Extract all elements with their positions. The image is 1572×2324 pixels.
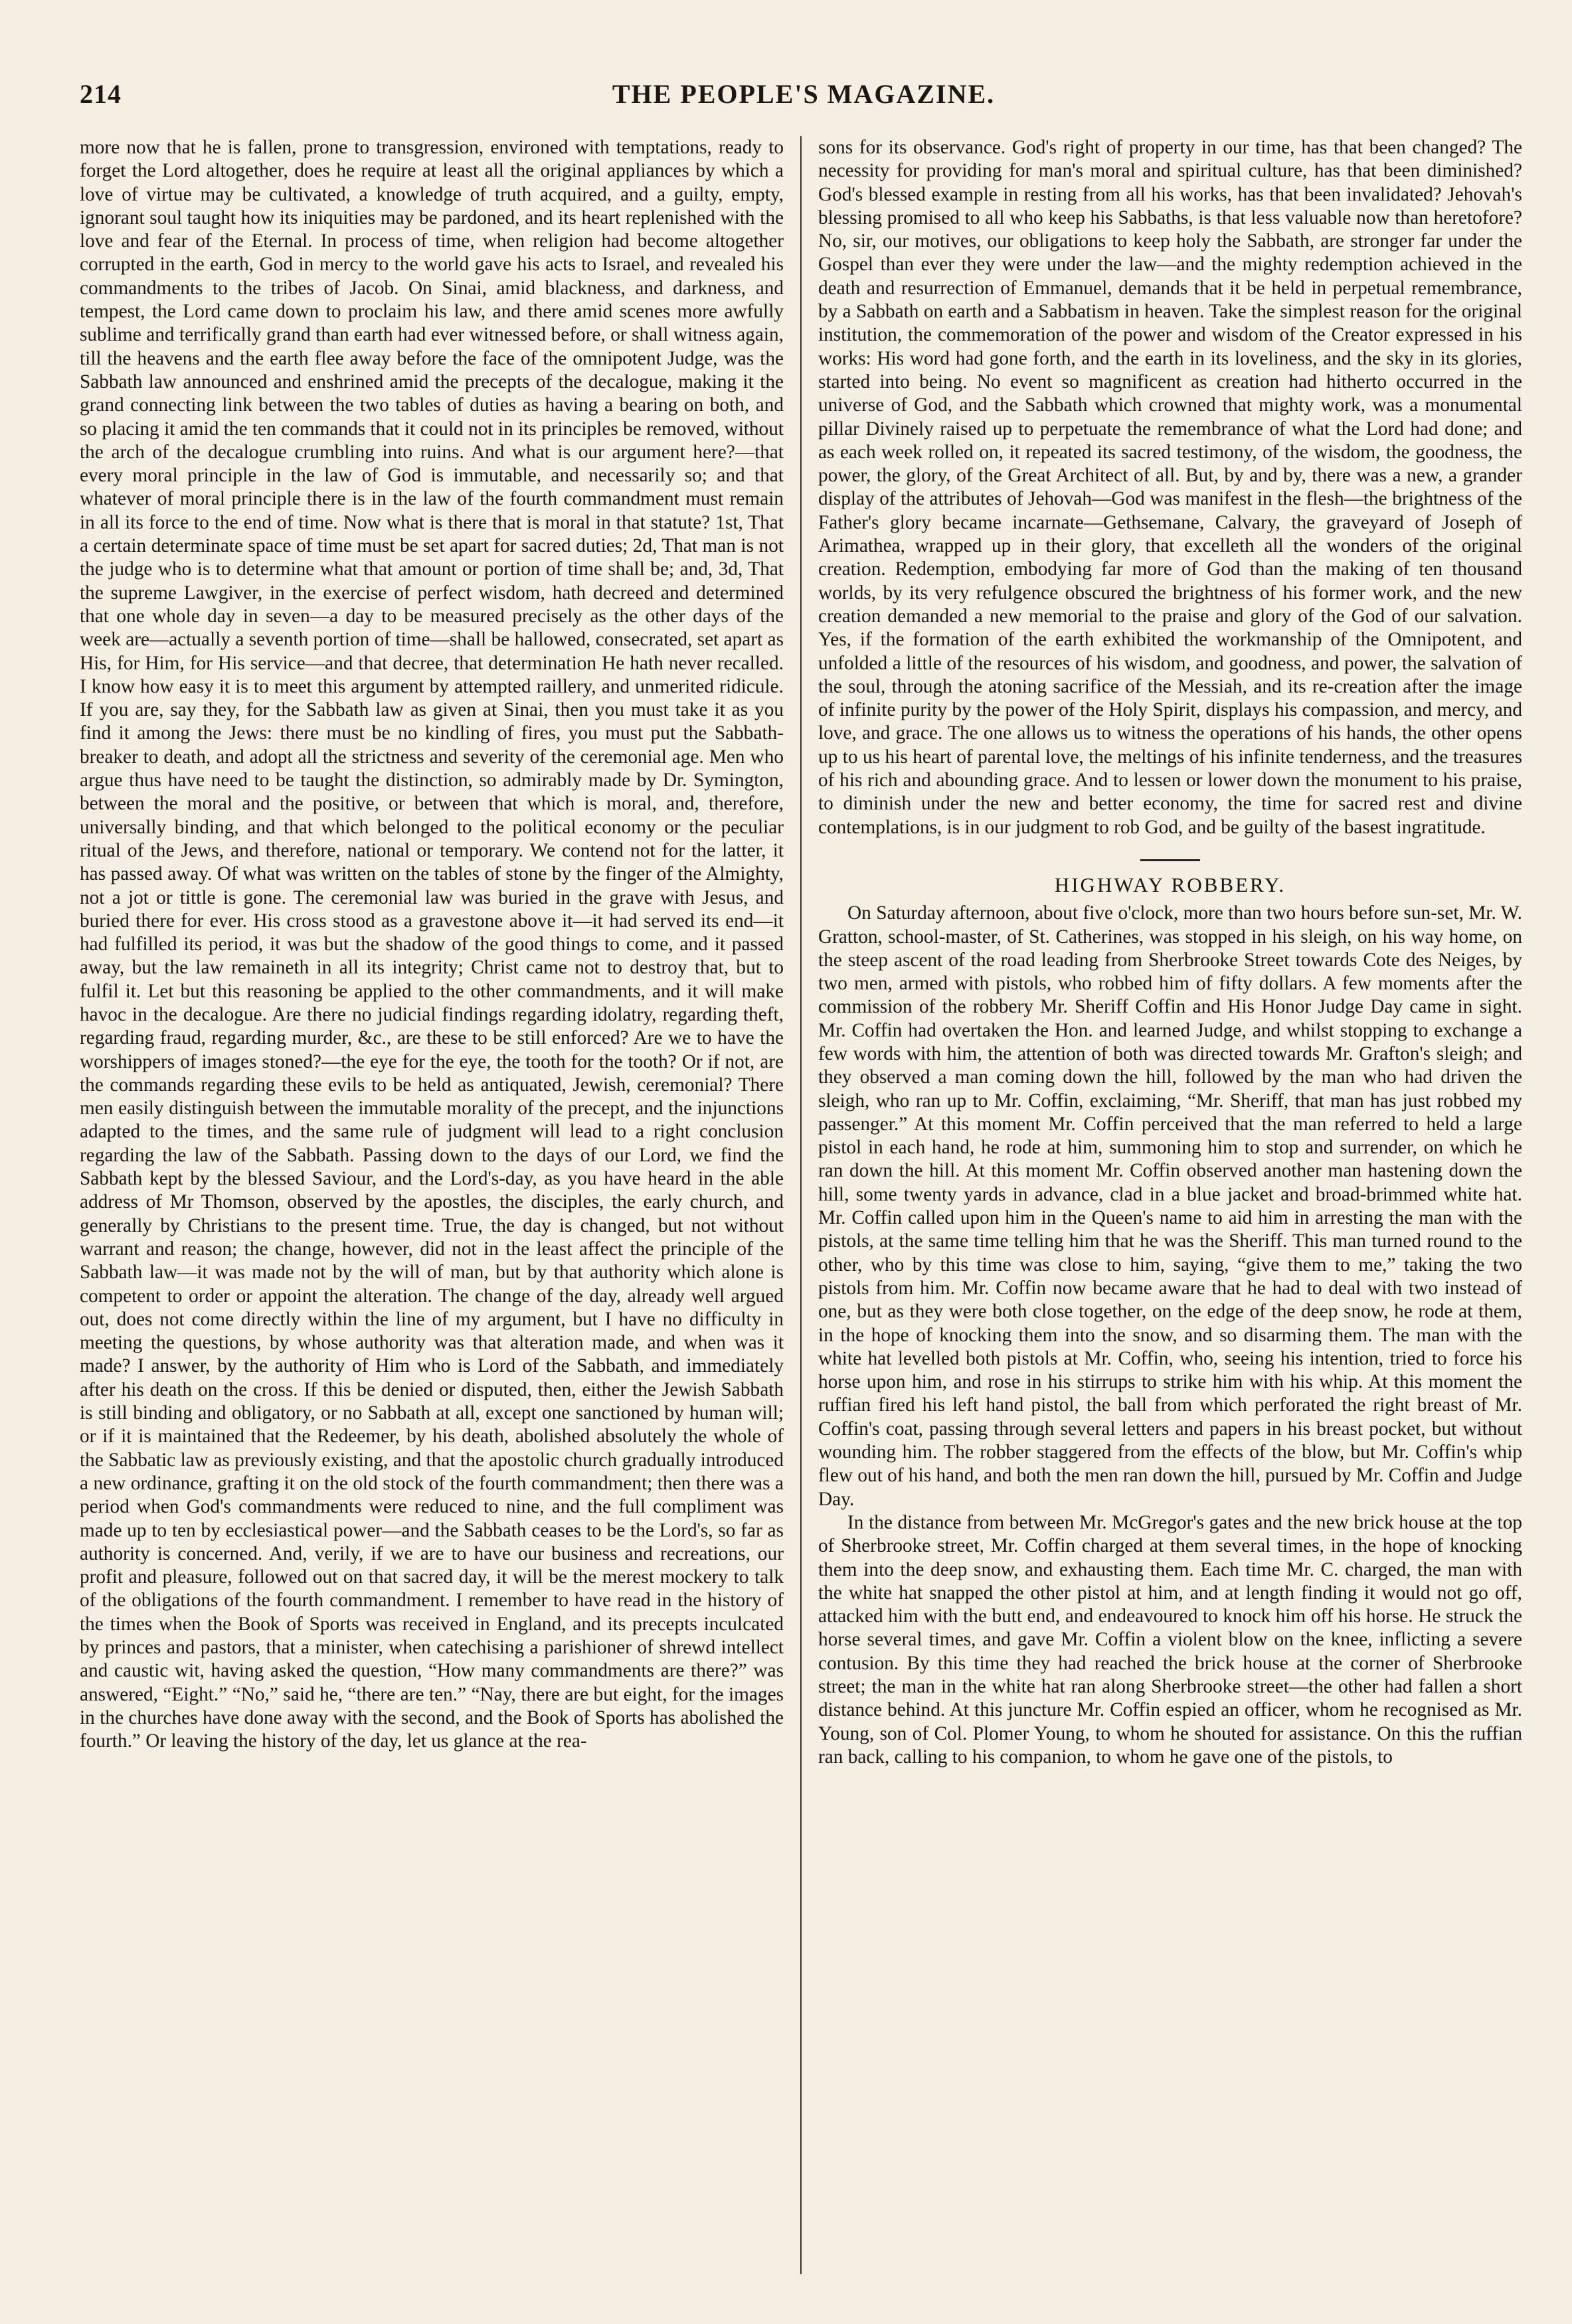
article-paragraph: In the distance from between Mr. McGregor's gates and the new brick house at the top of Sherbrooke street, Mr. Coffin charged at them several times, in the hope of knocking them into the deep snow, and exhausting them. Each time Mr. C. charged, the man with the white hat snapped the other pistol at him, and at length finding it would not go off, attacked him with the butt end, and endeavoured to knock him off his horse. He struck the horse several times, and gave Mr. Coffin a violent blow on the knee, inflicting a severe contusion. By this time they had reached the brick house at the corner of Sherbrooke street; the man in the white hat ran along Sherbrooke street—the other had fallen a short distance behind. At this juncture Mr. Coffin espied an officer, whom he recognised as Mr. Young, son of Col. Plomer Young, to whom he shouted for assistance. On this the ruffian ran back, calling to his companion, to whom he gave one of the pistols, to: [818, 1511, 1522, 1768]
left-column: [80, 136, 784, 2274]
right-column: [818, 136, 1522, 2274]
column-divider: [800, 136, 802, 2274]
running-head: [80, 78, 1528, 118]
page-number: 214: [80, 79, 122, 109]
article-paragraph: On Saturday afternoon, about five o'clock, more than two hours before sun-set, Mr. W. Gratton, school-master, of St. Catherines, was stopped in his sleigh, on his way home, on the steep ascent of the road leading from Sherbrooke Street towards Cote des Neiges, by two men, armed with pistols, who robbed him of fifty dollars. A few moments after the commission of the robbery Mr. Sheriff Coffin and His Honor Judge Day came in sight. Mr. Coffin had overtaken the Hon. and learned Judge, and whilst stopping to exchange a few words with him, the attention of both was directed towards Mr. Grafton's sleigh; and they observed a man coming down the hill, followed by the man who had driven the sleigh, who ran up to Mr. Coffin, exclaiming, “Mr. Sheriff, that man has just robbed my passenger.” At this moment Mr. Coffin perceived that the man referred to held a large pistol in each hand, he rode at him, summoning him to stop and surrender, on which he ran down the hill. At this moment Mr. Coffin observed another man hastening down the hill, some twenty yards in advance, clad in a blue jacket and broad-brimmed white hat. Mr. Coffin called upon him in the Queen's name to aid him in arresting the man with the pistols, at the same time telling him that he was the Sheriff. This man turned round to the other, who by this time was close to him, saying, “give them to me,” taking the two pistols from him. Mr. Coffin now became aware that he had to deal with two instead of one, but as they were both close together, on the edge of the deep snow, he rode at them, in the hope of knocking them into the snow, and so disarming them. The man with the white hat levelled both pistols at Mr. Coffin, who, seeing his intention, tried to force his horse upon him, and rose in his stirrups to strike him with his whip. At this moment the ruffian fired his left hand pistol, the ball from which perforated the right breast of Mr. Coffin's coat, passing through several letters and papers in his breast pocket, but without wounding him. The robber staggered from the effects of the blow, but Mr. Coffin's whip flew out of his hand, and both the men ran down the hill, pursued by Mr. Coffin and Judge Day.: [818, 902, 1522, 1510]
magazine-title: THE PEOPLE'S MAGAZINE.: [612, 79, 996, 109]
section-divider: [1140, 859, 1200, 861]
section-heading: HIGHWAY ROBBERY.: [1054, 872, 1286, 896]
sabbath-conclusion-paragraph: sons for its observance. God's right of property in our time, has that been changed? The necessity for providing for man's moral and spiritual culture, has that been diminished? God's blessed example in resting from all his works, has that been invalidated? Jehovah's blessing promised to all who keep his Sabbaths, is that less valuable now than heretofore? No, sir, our motives, our obligations to keep holy the Sabbath, are stronger far under the Gospel than ever they were under the law—and the mighty redemption achieved in the death and resurrection of Emmanuel, demands that it be held in perpetual remembrance, by a Sabbath on earth and a Sabbatism in heaven. Take the simplest reason for the original institution, the commemoration of the power and wisdom of the Creator expressed in his works: His word had gone forth, and the earth in its loveliness, and the sky in its glories, started into being. No event so magnificent as creation had hitherto occurred in the universe of God, and the Sabbath which crowned that mighty work, was a monumental pillar Divinely raised up to perpetuate the remembrance of what the Lord had done; and as each week rolled on, it repeated its sacred testimony, of the wisdom, the goodness, the power, the glory, of the Great Architect of all. But, by and by, there was a new, a grander display of the attributes of Jehovah—God was manifest in the flesh—the brightness of the Father's glory became incarnate—Gethsemane, Calvary, the graveyard of Joseph of Arimathea, wrapped up in their glory, that excelleth all the wonders of the original creation. Redemption, embodying far more of God than the making of ten thousand worlds, by its very refulgence obscured the brightness of his former work, and the new creation demanded a new memorial to the praise and glory of the God of our salvation. Yes, if the formation of the earth exhibited the workmanship of the Omnipotent, and unfolded a little of the resources of his wisdom, and goodness, and power, the salvation of the soul, through the atoning sacrifice of the Messiah, and its re-creation after the image of infinite purity by the power of the Holy Spirit, displays his compassion, and mercy, and love, and grace. The one allows us to witness the operations of his hands, the other opens up to us his heart of parental love, the meltings of his infinite tenderness, and the treasures of his rich and abounding grace. And to lessen or lower down the monument to his praise, to diminish under the new and better economy, the time for sacred rest and divine contemplations, is in our judgment to rob God, and be guilty of the basest ingratitude.: [818, 137, 1522, 838]
left-column-text: more now that he is fallen, prone to transgression, environed with temptations, ready to forget the Lord altogether, does he require at least all the original appliances by which a love of virtue may be cultivated, a knowledge of truth acquired, and a guilty, empty, ignorant soul taught how its iniquities may be pardoned, and its heart replenished with the love and fear of the Eternal. In process of time, when religion had become altogether corrupted in the earth, God in mercy to the world gave his acts to Israel, and revealed his commandments to the tribes of Jacob. On Sinai, amid blackness, and darkness, and tempest, the Lord came down to proclaim his law, and there amid scenes more awfully sublime and terrifically grand than earth had ever witnessed before, or shall witness again, till the heavens and the earth flee away before the face of the omnipotent Judge, was the Sabbath law announced and enshrined amid the precepts of the decalogue, making it the grand connecting link between the two tables of duties as having a bearing on both, and so placing it amid the ten commands that it could not in its principles be removed, without the arch of the decalogue crumbling into ruins. And what is our argument here?—that every moral principle in the law of God is immutable, and necessarily so; and that whatever of moral principle there is in the law of the fourth commandment must remain in all its force to the end of time. Now what is there that is moral in that statute? 1st, That a certain determinate space of time must be set apart for sacred duties; 2d, That man is not the judge who is to determine what that amount or portion of time shall be; and, 3d, That the supreme Lawgiver, in the exercise of perfect wisdom, hath decreed and determined that one whole day in seven—a day to be measured precisely as the other days of the week are—actually a seventh portion of time—shall be hallowed, consecrated, set apart as His, for Him, for His service—and that decree, that determination He hath never recalled. I know how easy it is to meet this argument by attempted raillery, and unmerited ridicule. If you are, say they, for the Sabbath law as given at Sinai, then you must take it as you find it among the Jews: there must be no kindling of fires, you must put the Sabbath-breaker to death, and adopt all the strictness and severity of the ceremonial age. Men who argue thus have need to be taught the distinction, so admirably made by Dr. Symington, between the moral and the positive, or between that which is moral, and, therefore, universally binding, and that which belonged to the political economy or the peculiar ritual of the Jews, and therefore, national or temporary. We contend not for the latter, it has passed away. Of what was written on the tables of stone by the finger of the Almighty, not a jot or tittle is gone. The ceremonial law was buried in the grave with Jesus, and buried there for ever. His cross stood as a gravestone above it—it had served its end—it had fulfilled its period, it was but the shadow of the good things to come, and it passed away, but the law remaineth in all its integrity; Christ came not to destroy that, but to fulfil it. Let but this reasoning be applied to the other commandments, and it will make havoc in the decalogue. Are there no judicial findings regarding idolatry, regarding theft, regarding fraud, regarding murder, &c., are these to be still enforced? Are we to have the worshippers of images stoned?—the eye for the eye, the tooth for the tooth? Or if not, are the commands regarding these evils to be held as antiquated, Jewish, ceremonial? There men easily distinguish between the immutable morality of the precept, and the injunctions adapted to the times, and the same rule of judgment will lead to a right conclusion regarding the law of the Sabbath. Passing down to the days of our Lord, we find the Sabbath kept by the blessed Saviour, and the Lord's-day, as you have heard in the able address of Mr Thomson, observed by the apostles, the disciples, the early church, and generally by Christians to the present time. True, the day is changed, but not without warrant and reason; the change, however, did not in the least affect the principle of the Sabbath law—it was made not by the will of man, but by that authority which alone is competent to order or appoint the alteration. The change of the day, already well argued out, does not come directly within the line of my argument, but I have no difficulty in meeting the questions, by whose authority was that alteration made, and when was it made? I answer, by the authority of Him who is Lord of the Sabbath, and immediately after his death on the cross. If this be denied or disputed, then, either the Jewish Sabbath is still binding and obligatory, or no Sabbath at all, except one sanctioned by human will; or if it is maintained that the Redeemer, by his death, abolished absolutely the whole of the Sabbatic law as previously existing, and that the apostolic church gradually introduced a new ordinance, grafting it on the old stock of the fourth commandment; then there was a period when God's commandments were reduced to nine, and the full compliment was made up to ten by ecclesiastical power—and the Sabbath ceases to be the Lord's, so far as authority is concerned. And, verily, if we are to have our business and recreations, our profit and pleasure, followed out on that sacred day, it will be the merest mockery to talk of the obligations of the fourth commandment. I remember to have read in the history of the times when the Book of Sports was received in England, and its precepts inculcated by princes and pastors, that a minister, when catechising a parishioner of shrewd intellect and caustic wit, having asked the question, “How many commandments are there?” was answered, “Eight.” “No,” said he, “there are ten.” “Nay, there are but eight, for the images in the churches have done away with the second, and the Book of Sports has abolished the fourth.” Or leaving the history of the day, let us glance at the rea-: [80, 137, 784, 1752]
